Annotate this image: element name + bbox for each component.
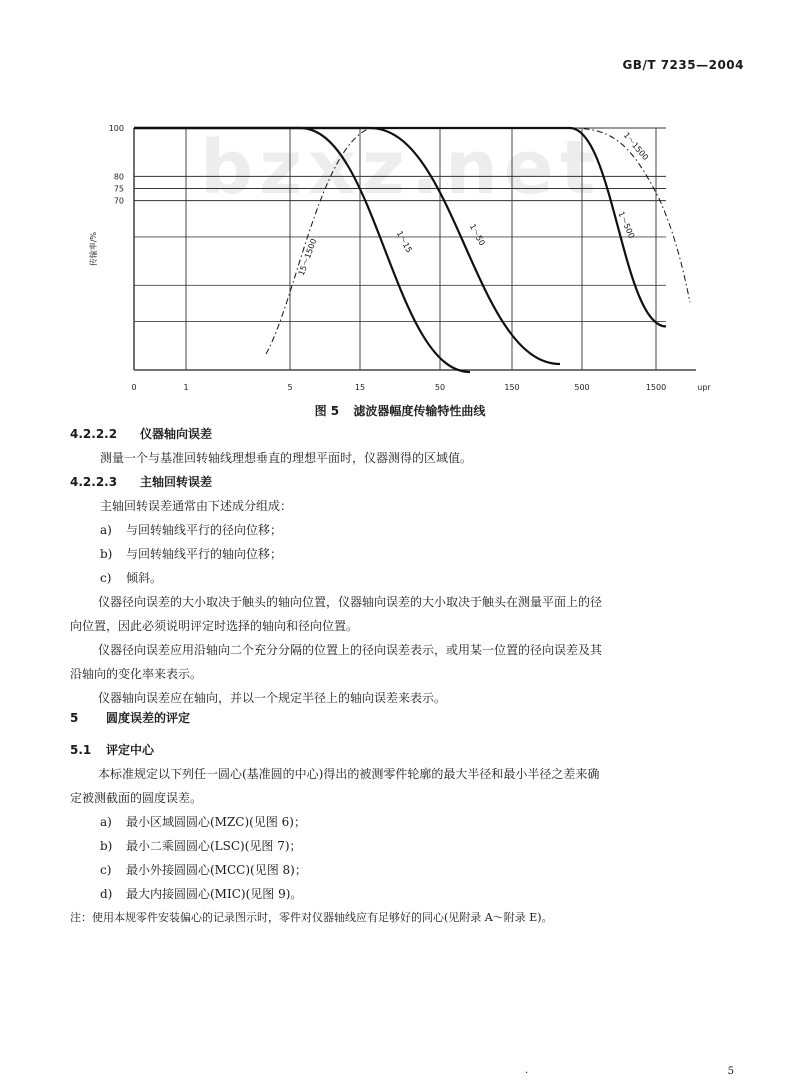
x-unit-label: upr [697, 383, 711, 392]
series-line [134, 128, 470, 372]
figure-title: 滤波器幅度传输特性曲线 [353, 404, 486, 418]
x-tick-label: 1 [183, 383, 189, 392]
series-label: 1～50 [467, 222, 487, 248]
section-title: 主轴回转误差 [140, 475, 213, 489]
section-4-2-2-3 [70, 470, 750, 710]
section-title: 评定中心 [106, 743, 155, 757]
list-item-letter: a) [100, 815, 112, 829]
list-item [70, 566, 750, 590]
list-item-text: 最小二乘圆圆心(LSC)(见图 7)； [126, 839, 302, 853]
section-title: 圆度误差的评定 [106, 711, 191, 725]
list-item [70, 858, 750, 882]
list-item-letter: a) [100, 523, 112, 537]
paragraph-line: 仪器径向误差应用沿轴向二个充分分隔的位置上的径向误差表示，或用某一位置的径向误差及其 [98, 643, 603, 657]
series-label: 15～1500 [296, 237, 319, 277]
paragraph: 测量一个与基准回转轴线理想垂直的理想平面时，仪器测得的区域值。 [100, 451, 473, 465]
section-heading [70, 422, 750, 446]
section-number: 4.2.2.3 [70, 475, 118, 489]
figure-number: 图 5 [314, 404, 340, 418]
section-number: 4.2.2.2 [70, 427, 118, 441]
page-number: 5 [727, 1066, 734, 1077]
footer-mark: · [525, 1068, 529, 1079]
section-5-1 [70, 738, 750, 930]
y-tick-label: 100 [108, 124, 124, 133]
list-item-text: 倾斜。 [126, 571, 163, 585]
list-item [70, 810, 750, 834]
filter-transmission-chart [70, 108, 730, 418]
series-label: 1～1500 [621, 130, 651, 163]
list-item-letter: b) [100, 839, 113, 853]
series-label: 1～500 [616, 210, 637, 240]
section-number: 5.1 [70, 743, 92, 757]
paragraph-line: 定被测截面的圆度误差。 [70, 791, 203, 805]
paragraph-line: 仪器轴向误差应在轴向，并以一个规定半径上的轴向误差来表示。 [98, 691, 447, 705]
list-item-text: 最小外接圆圆心(MCC)(见图 8)； [126, 863, 307, 877]
x-tick-label: 0 [131, 383, 137, 392]
list-item-text: 最小区域圆圆心(MZC)(见图 6)； [126, 815, 306, 829]
paragraph-line: 向位置，因此必须说明评定时选择的轴向和径向位置。 [70, 619, 359, 633]
list-item-text: 与回转轴线平行的径向位移； [126, 523, 283, 537]
y-tick-label: 80 [113, 172, 124, 182]
section-number: 5 [70, 711, 79, 725]
list-item-letter: b) [100, 547, 113, 561]
x-tick-label: 5 [287, 383, 293, 392]
list-item-letter: c) [100, 571, 112, 585]
paragraph-line: 仪器径向误差的大小取决于触头的轴向位置，仪器轴向误差的大小取决于触头在测量平面上的径 [98, 595, 603, 609]
list-item [70, 882, 750, 906]
note: 注：使用本规零件安装偏心的记录图示时，零件对仪器轴线应有足够好的同心(见附录 A～附录 E)。 [70, 911, 553, 924]
section-4-2-2-2 [70, 422, 750, 470]
list-item-text: 最大内接圆圆心(MIC)(见图 9)。 [126, 887, 303, 901]
section-heading [70, 738, 750, 762]
paragraph-line: 沿轴向的变化率来表示。 [70, 667, 203, 681]
series-label: 1～15 [394, 229, 414, 255]
x-tick-label: 1500 [645, 383, 667, 392]
y-axis-label: 传输率/% [89, 231, 98, 267]
list-item-letter: c) [100, 863, 112, 877]
standard-code: GB/T 7235—2004 [622, 58, 744, 72]
list-item [70, 542, 750, 566]
section-5 [70, 706, 750, 730]
list-item [70, 518, 750, 542]
y-tick-label: 75 [113, 184, 124, 194]
x-tick-label: 500 [574, 383, 590, 392]
x-tick-label: 50 [434, 383, 446, 392]
paragraph: 主轴回转误差通常由下述成分组成： [100, 499, 293, 513]
section-title: 仪器轴向误差 [140, 427, 213, 441]
y-tick-label: 70 [113, 196, 124, 206]
list-item-letter: d) [100, 887, 113, 901]
section-heading [70, 470, 750, 494]
series-line [570, 128, 690, 302]
watermark: bzxz.net [200, 125, 602, 211]
list-item-text: 与回转轴线平行的轴向位移； [126, 547, 283, 561]
figure-caption [0, 402, 800, 419]
paragraph-line: 本标准规定以下列任一圆心(基准圆的中心)得出的被测零件轮廓的最大半径和最小半径之差来确 [98, 767, 600, 781]
list-item [70, 834, 750, 858]
section-heading [70, 706, 750, 730]
series-line [134, 128, 666, 326]
x-tick-label: 15 [354, 383, 366, 392]
x-tick-label: 150 [504, 383, 520, 392]
